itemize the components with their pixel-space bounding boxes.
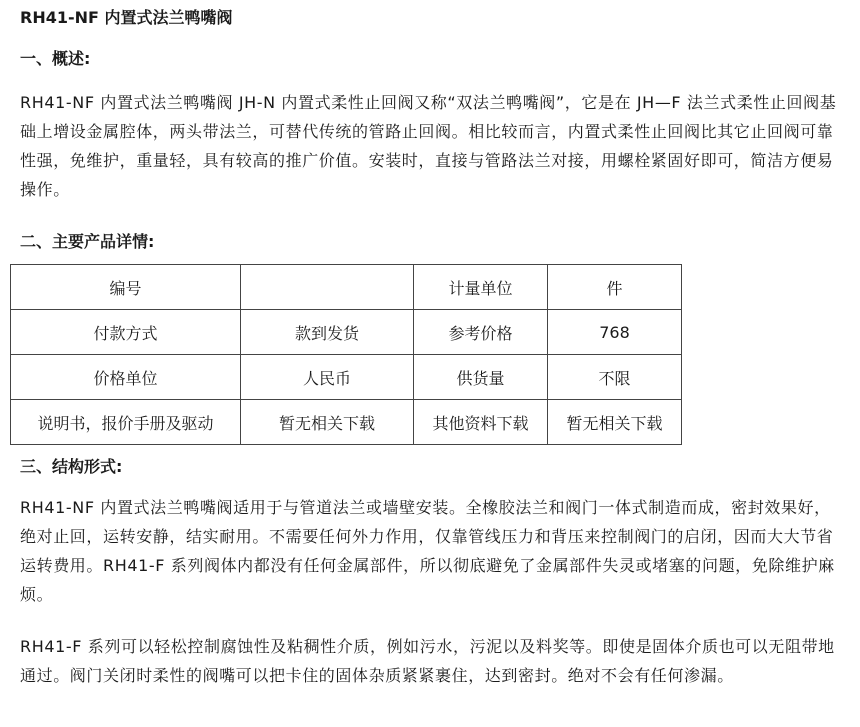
product-details-table — [10, 264, 682, 445]
table-cell: 768 — [548, 310, 682, 355]
table-cell: 计量单位 — [414, 265, 548, 310]
table-cell: 供货量 — [414, 355, 548, 400]
download-link[interactable]: 暂无相关下载 — [241, 400, 414, 445]
table-cell: 不限 — [548, 355, 682, 400]
table-cell: 件 — [548, 265, 682, 310]
section-heading-structure: 三、结构形式: — [20, 457, 123, 476]
table-cell — [241, 265, 414, 310]
structure-paragraph-1: RH41-NF 内置式法兰鸭嘴阀适用于与管道法兰或墙壁安装。全橡胶法兰和阀门一体式制造而成，密封效果好，绝对止回，运转安静，结实耐用。不需要任何外力作用，仅靠管线压力和背压来控制阀门的启闭，因而大大节省运转费用。RH41-F 系列阀体内都没有任何金属部件，所以彻底避免了金属部件失灵或堵塞的问题，免除维护麻烦。 — [20, 498, 835, 604]
table-row — [11, 265, 682, 310]
table-row — [11, 310, 682, 355]
table-cell: 编号 — [11, 265, 241, 310]
table-cell: 说明书，报价手册及驱动 — [11, 400, 241, 445]
document-title: RH41-NF 内置式法兰鸭嘴阀 — [20, 8, 233, 27]
section-heading-details: 二、主要产品详情: — [20, 232, 155, 251]
overview-paragraph: RH41-NF 内置式法兰鸭嘴阀 JH-N 内置式柔性止回阀又称“双法兰鸭嘴阀”，它是在 JH—F 法兰式柔性止回阀基础上增设金属腔体，两头带法兰，可替代传统的管路止回阀。相比较而言，内置式柔性止回阀比其它止回阀可靠性强，免维护，重量轻，具有较高的推广价值。安装时，直接与管路法兰对接，用螺栓紧固好即可，简洁方便易操作。 — [20, 93, 837, 199]
table-cell: 其他资料下载 — [414, 400, 548, 445]
table-cell: 款到发货 — [241, 310, 414, 355]
table-row — [11, 355, 682, 400]
table-cell: 付款方式 — [11, 310, 241, 355]
table-cell: 人民币 — [241, 355, 414, 400]
section-heading-overview: 一、概述: — [20, 49, 91, 68]
table-row — [11, 400, 682, 445]
table-cell: 价格单位 — [11, 355, 241, 400]
structure-paragraph-2: RH41-F 系列可以轻松控制腐蚀性及粘稠性介质，例如污水，污泥以及料奖等。即使是固体介质也可以无阻带地通过。阀门关闭时柔性的阀嘴可以把卡住的固体杂质紧紧裹住，达到密封。绝对不会有任何渗漏。 — [20, 637, 835, 685]
table-cell: 参考价格 — [414, 310, 548, 355]
download-link[interactable]: 暂无相关下载 — [548, 400, 682, 445]
